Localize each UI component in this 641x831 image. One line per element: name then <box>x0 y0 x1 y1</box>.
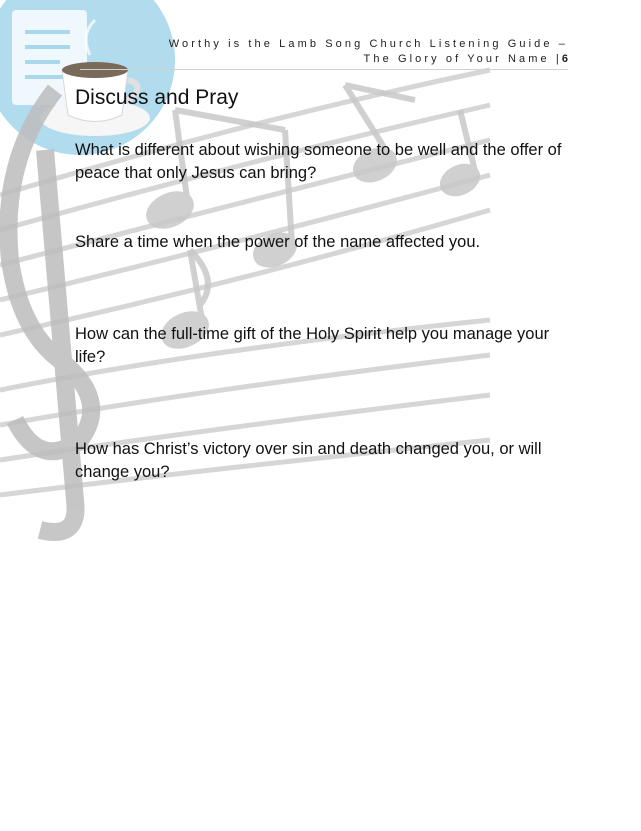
page-number: 6 <box>561 53 568 65</box>
discussion-question: Share a time when the power of the name affected you. <box>75 233 481 251</box>
discussion-question: How has Christ’s victory over sin and death changed you, or will change you? <box>75 440 542 481</box>
guide-title-line-2 <box>80 53 568 65</box>
song-title: The Glory of Your Name | <box>363 53 562 65</box>
guide-title-line-1: Worthy is the Lamb Song Church Listening Guide – <box>168 38 568 50</box>
header-divider <box>80 69 568 70</box>
section-title: Discuss and Pray <box>75 86 239 109</box>
discussion-question: How can the full-time gift of the Holy Spirit help you manage your life? <box>75 325 550 366</box>
discussion-question: What is different about wishing someone to be well and the offer of peace that only Jesus can bring? <box>75 141 562 182</box>
